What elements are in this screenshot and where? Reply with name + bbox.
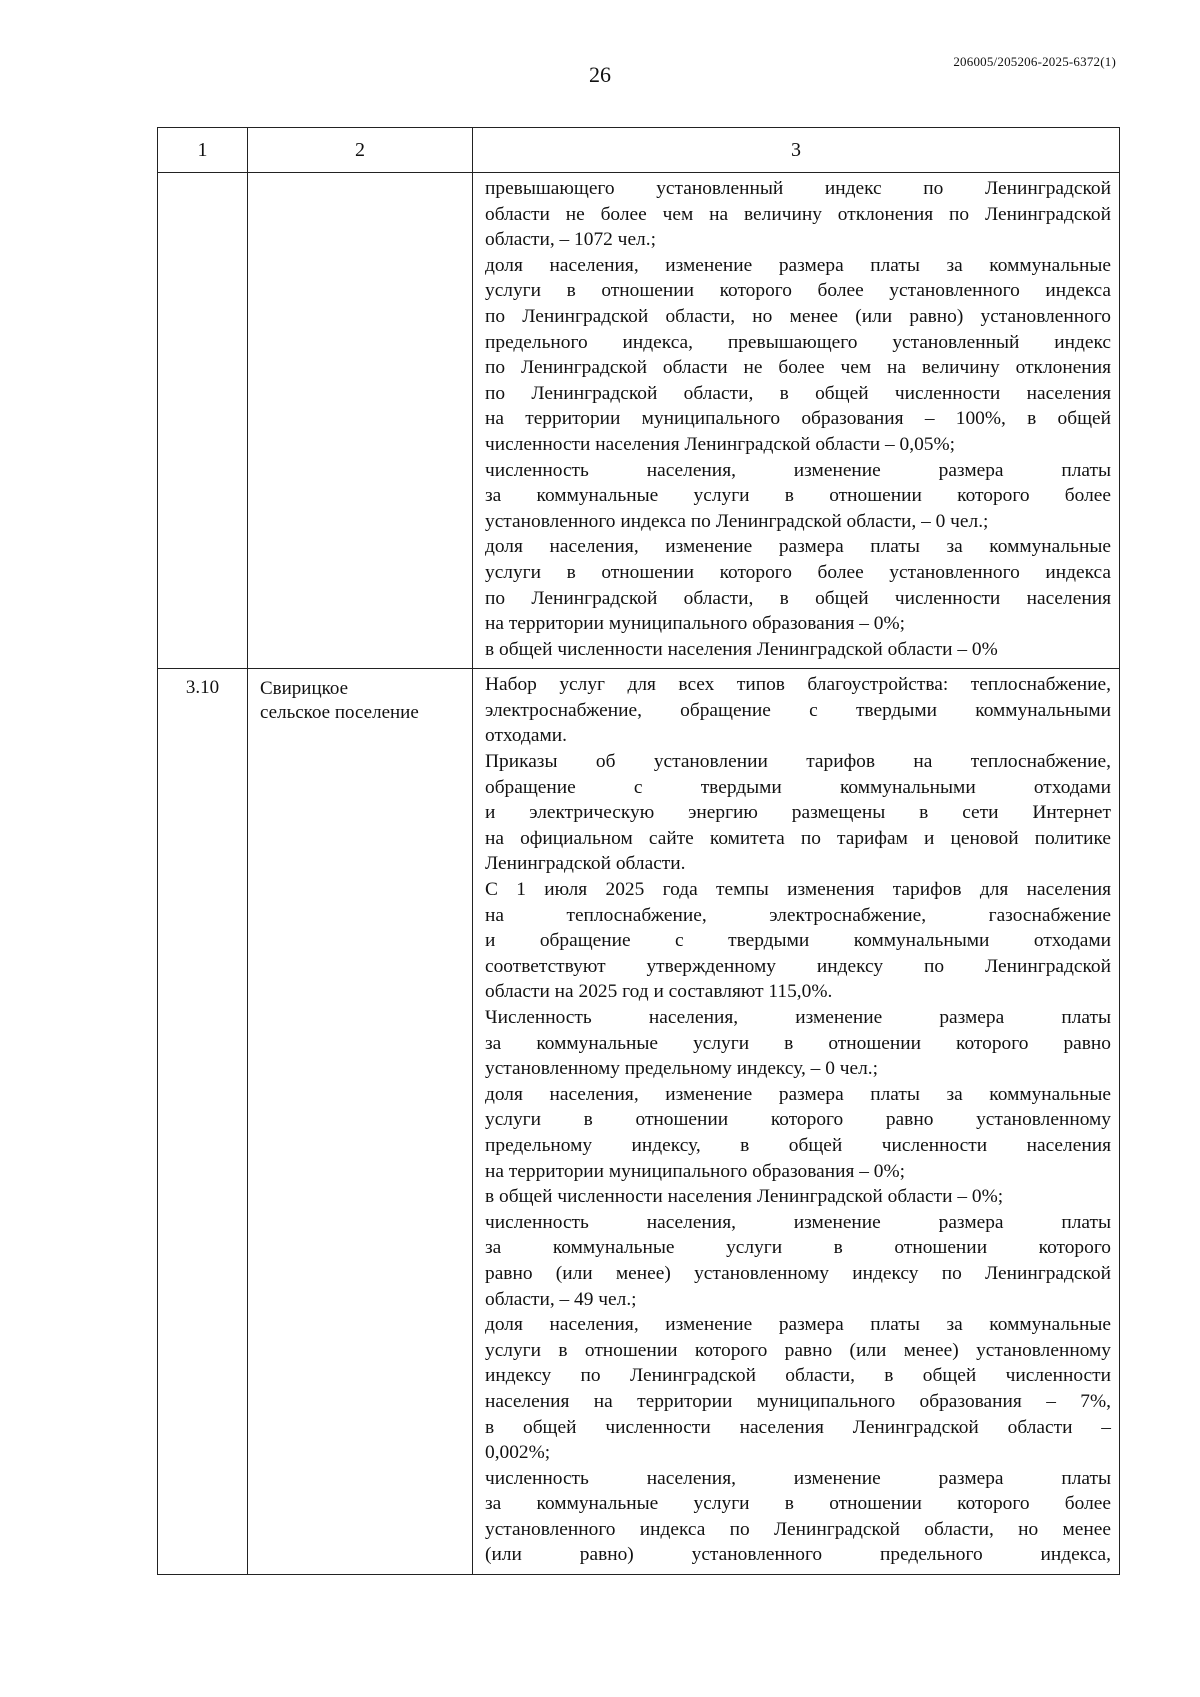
- text-line: превышающего установленный индекс по Ленинградской: [485, 178, 1111, 199]
- text-line: 0,002%;: [485, 1442, 551, 1464]
- text-line: доля населения, изменение размера платы за коммунальные: [485, 536, 1111, 558]
- text-line: на территории муниципального образования – 0%;: [485, 1160, 906, 1182]
- text-line: на теплоснабжение, электроснабжение, газоснабжение: [485, 904, 1111, 926]
- text-line: предельного индекса, превышающего установленный индекс: [485, 331, 1111, 353]
- text-line: области, – 1072 чел.;: [485, 229, 656, 251]
- text-line: отходами.: [485, 725, 567, 747]
- row-settlement-name: [248, 669, 473, 1575]
- text-line: и электрическую энергию размещены в сети Интернет: [485, 802, 1111, 824]
- table-row-continuation: [158, 173, 1120, 669]
- text-line: за коммунальные услуги в отношении которого равно: [485, 1032, 1111, 1054]
- text-line: за коммунальные услуги в отношении которого: [485, 1237, 1111, 1259]
- column-header-2: 2: [248, 128, 473, 173]
- page-number: 26: [589, 62, 611, 87]
- text-line: численности населения Ленинградской области – 0,05%;: [485, 433, 956, 455]
- text-line: населения на территории муниципального образования – 7%,: [485, 1390, 1111, 1412]
- text-line: по Ленинградской области, в общей численности населения: [485, 382, 1111, 404]
- text-line: численность населения, изменение размера платы: [485, 1211, 1111, 1233]
- description-text: [473, 173, 1119, 668]
- text-line: обращение с твердыми коммунальными отходами: [485, 776, 1111, 798]
- text-line: предельному индексу, в общей численности населения: [485, 1134, 1111, 1156]
- description-text: [473, 669, 1119, 1574]
- text-line: за коммунальные услуги в отношении которого более: [485, 1493, 1111, 1515]
- text-line: в общей численности населения Ленинградской области –: [485, 1416, 1111, 1438]
- indicators-table: [157, 127, 1120, 1575]
- text-line: доля населения, изменение размера платы за коммунальные: [485, 1083, 1111, 1105]
- text-line: Ленинградской области.: [485, 853, 686, 875]
- text-line: индексу по Ленинградской области, в общей численности: [485, 1365, 1111, 1387]
- text-line: области, – 49 чел.;: [485, 1288, 637, 1310]
- row-description: [473, 173, 1120, 669]
- text-line: численность населения, изменение размера платы: [485, 1467, 1111, 1489]
- text-line: электроснабжение, обращение с твердыми коммунальными: [485, 699, 1111, 721]
- settlement-name-line: Свирицкое: [260, 678, 349, 700]
- text-line: установленному предельному индексу, – 0 чел.;: [485, 1058, 879, 1080]
- text-line: области не более чем на величину отклонения по Ленинградской: [485, 203, 1111, 225]
- table-header-row: [158, 128, 1120, 173]
- text-line: по Ленинградской области не более чем на величину отклонения: [485, 357, 1111, 379]
- row-settlement-name: [248, 173, 473, 669]
- text-line: С 1 июля 2025 года темпы изменения тарифов для населения: [485, 879, 1111, 901]
- row-description: [473, 669, 1120, 1575]
- text-line: (или равно) установленного предельного индекса,: [485, 1544, 1111, 1566]
- text-line: услуги в отношении которого равно (или менее) установленному: [485, 1339, 1111, 1361]
- text-line: по Ленинградской области, но менее (или равно) установленного: [485, 305, 1111, 327]
- column-header-1: 1: [158, 128, 248, 173]
- text-line: на территории муниципального образования – 100%, в общей: [485, 408, 1111, 430]
- text-line: Численность населения, изменение размера платы: [485, 1007, 1111, 1028]
- text-line: по Ленинградской области, в общей численности населения: [485, 587, 1111, 609]
- text-line: в общей численности населения Ленинградской области – 0%;: [485, 1186, 1004, 1208]
- text-line: услуги в отношении которого равно установленному: [485, 1109, 1111, 1131]
- text-line: установленного индекса по Ленинградской области, – 0 чел.;: [485, 510, 989, 532]
- text-line: установленного индекса по Ленинградской области, но менее: [485, 1518, 1111, 1540]
- text-line: равно (или менее) установленному индексу по Ленинградской: [485, 1262, 1111, 1284]
- table-row-3-10: [158, 669, 1120, 1575]
- text-line: Набор услуг для всех типов благоустройства: теплоснабжение,: [485, 674, 1111, 696]
- text-line: области на 2025 год и составляют 115,0%.: [485, 981, 833, 1003]
- column-header-3: 3: [473, 128, 1120, 173]
- text-line: доля населения, изменение размера платы за коммунальные: [485, 254, 1111, 276]
- row-number: 3.10: [158, 669, 248, 1575]
- text-line: на территории муниципального образования – 0%;: [485, 613, 906, 635]
- text-line: Приказы об установлении тарифов на теплоснабжение,: [485, 751, 1111, 773]
- row-number: [158, 173, 248, 669]
- text-line: за коммунальные услуги в отношении которого более: [485, 485, 1111, 507]
- text-line: услуги в отношении которого более установленного индекса: [485, 280, 1111, 302]
- text-line: на официальном сайте комитета по тарифам и ценовой политике: [485, 827, 1111, 849]
- text-line: соответствуют утвержденному индексу по Ленинградской: [485, 955, 1111, 977]
- document-code: 206005/205206-2025-6372(1): [953, 54, 1116, 69]
- text-line: услуги в отношении которого более установленного индекса: [485, 561, 1111, 583]
- text-line: доля населения, изменение размера платы за коммунальные: [485, 1314, 1111, 1336]
- text-line: и обращение с твердыми коммунальными отходами: [485, 930, 1111, 952]
- text-line: в общей численности населения Ленинградской области – 0%: [485, 638, 998, 660]
- settlement-name-line: сельское поселение: [260, 702, 419, 724]
- text-line: численность населения, изменение размера платы: [485, 459, 1111, 481]
